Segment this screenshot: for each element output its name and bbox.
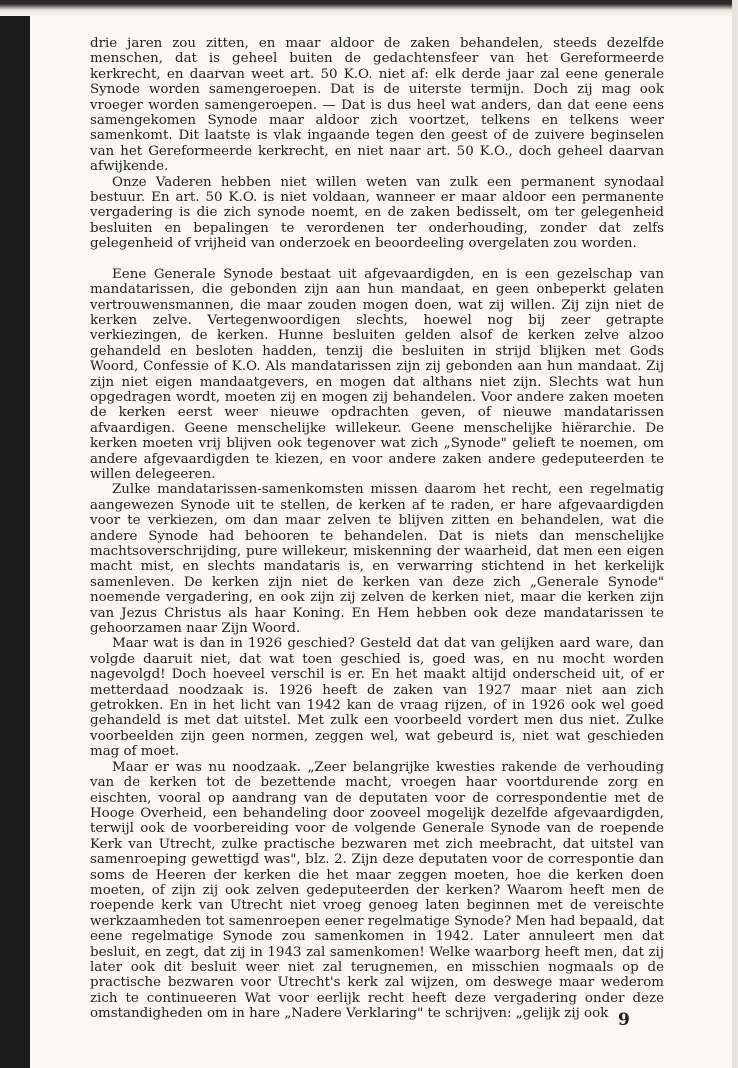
scan-left-edge	[0, 0, 30, 1068]
scan-top-edge	[0, 0, 738, 16]
paragraph: drie jaren zou zitten, en maar aldoor de zaken behandelen, steeds dezelfde menschen, dat is geheel buiten de gedachtensfeer van het Gereformeerde kerkrecht, en daarvan weet art. 50 K.O. niet af: elk derde jaar zal eene generale Synode worden samengeroepen. Dat is de uiterste termijn. Doch zij mag ook vroeger worden samengeroepen. — Dat is dus heel wat anders, dan dat eene eens samengekomen Synode maar aldoor zich voortzet, telkens en telkens weer samenkomt. Dit laatste is vlak ingaande tegen den geest of de zuivere beginselen van het Gereformeerde kerkrecht, en niet naar art. 50 K.O., doch geheel daarvan afwijkende.	[90, 36, 664, 175]
paragraph: Zulke mandatarissen-samenkomsten missen daarom het recht, een regelmatig aangewezen Synode uit te stellen, de kerken af te raden, er hare afgevaardigden voor te verkiezen, om dan maar zelven te blijven zitten en behandelen, wat die andere Synode had behooren te behandelen. Dat is niets dan menschelijke machtsoverschrijding, pure willekeur, miskenning der waarheid, dat men een eigen macht mist, en slechts mandataris is, en verwarring stichtend in het kerkelijk samenleven. De kerken zijn niet de kerken van deze zich „Generale Synode" noemende vergadering, en ook zijn zij zelven de kerken niet, maar die kerken zijn van Jezus Christus als haar Koning. En Hem hebben ook deze mandatarissen te gehoorzamen naar Zijn Woord.	[90, 482, 664, 637]
paragraph: Eene Generale Synode bestaat uit afgevaardigden, en is een gezelschap van mandatarissen, die gebonden zijn aan hun mandaat, en geen onbeperkt gelaten vertrouwensmannen, die maar zouden mogen doen, wat zij willen. Zij zijn niet de kerken zelve. Vertegenwoordigen slechts, hoewel nog bij zeer getrapte verkiezingen, de kerken. Hunne besluiten gelden alsof de kerken zelve alzoo gehandeld en besloten hadden, tenzij die besluiten in strijd blijken met Gods Woord, Confessie of K.O. Als mandatarissen zijn zij gebonden aan hun mandaat. Zij zijn niet eigen mandaatgevers, en mogen dat althans niet zijn. Slechts wat hun opgedragen wordt, moeten zij en mogen zij behandelen. Voor andere zaken moeten de kerken eerst weer nieuwe opdrachten geven, of nieuwe mandatarissen afvaardigen. Geene menschelijke willekeur. Geene menschelijke hiërarchie. De kerken moeten vrij blijven ook tegenover wat zich „Synode" gelieft te noemen, om andere afgevaardigden te kiezen, en voor andere zaken andere gedeputeerden te willen delegeeren.	[90, 266, 664, 482]
page-number: 9	[618, 1010, 630, 1030]
paragraph: Maar er was nu noodzaak. „Zeer belangrijke kwesties rakende de verhouding van de kerken tot de bezettende macht, vroegen haar voortdurende zorg en eischten, vooral op aandrang van de deputaten voor de correspondentie met de Hooge Overheid, een behandeling door zooveel mogelijk dezelfde afgevaardigden, terwijl ook de voorbereiding voor de volgende Generale Synode van de roepende Kerk van Utrecht, zulke practische bezwaren met zich meebracht, dat uitstel van samenroeping gewettigd was", blz. 2. Zijn deze deputaten voor de correspontie dan soms de Heeren der kerken die het maar zeggen moeten, hoe die kerken doen moeten, of zijn zij ook zelven gedeputeerden der kerken? Waarom heeft men de roepende kerk van Utrecht niet vroeg genoeg laten beginnen met de vereischte werkzaamheden tot samenroepen eener regelmatige Synode? Men had bepaald, dat eene regelmatige Synode zou samenkomen in 1942. Later annuleert men dat besluit, en zegt, dat zij in 1943 zal samenkomen! Welke waarborg heeft men, dat zij later ook dit besluit weer niet zal terugnemen, en misschien nogmaals op de practische bezwaren voor Utrecht's kerk zal wijzen, om deswege maar wederom zich te continueeren Wat voor eerlijk recht heeft deze vergadering onder deze omstandigheden om in hare „Nadere Verklaring" te schrijven: „gelijk zij ook	[90, 759, 664, 1022]
paragraph: Maar wat is dan in 1926 geschied? Gesteld dat dat van gelijken aard ware, dan volgde daaruit niet, dat wat toen geschied is, goed was, en nu mocht worden nagevolgd! Doch hoeveel verschil is er. En het maakt altijd onderscheid uit, of er metterdaad noodzaak is. 1926 heeft de zaken van 1927 maar niet aan zich getrokken. En in het licht van 1942 kan de vraag rijzen, of in 1926 ook wel goed gehandeld is met dat uitstel. Met zulk een voorbeeld vordert men dus niet. Zulke voorbeelden zijn geen normen, zeggen wel, wat gebeurd is, niet wat geschieden mag of moet.	[90, 636, 664, 760]
scan-right-edge	[732, 0, 738, 1068]
document-page	[30, 16, 732, 1068]
body-text	[90, 36, 664, 1022]
paragraph: Onze Vaderen hebben niet willen weten van zulk een permanent synodaal bestuur. En art. 50 K.O. is niet voldaan, wanneer er maar aldoor een permanente vergadering is die zich synode noemt, en de zaken bedisselt, om ter gelegenheid besluiten en bepalingen te verordenen ter onderhouding, zonder dat zelfs gelegenheid of vrijheid van onderzoek en beoordeeling overgelaten zou worden.	[90, 174, 664, 252]
